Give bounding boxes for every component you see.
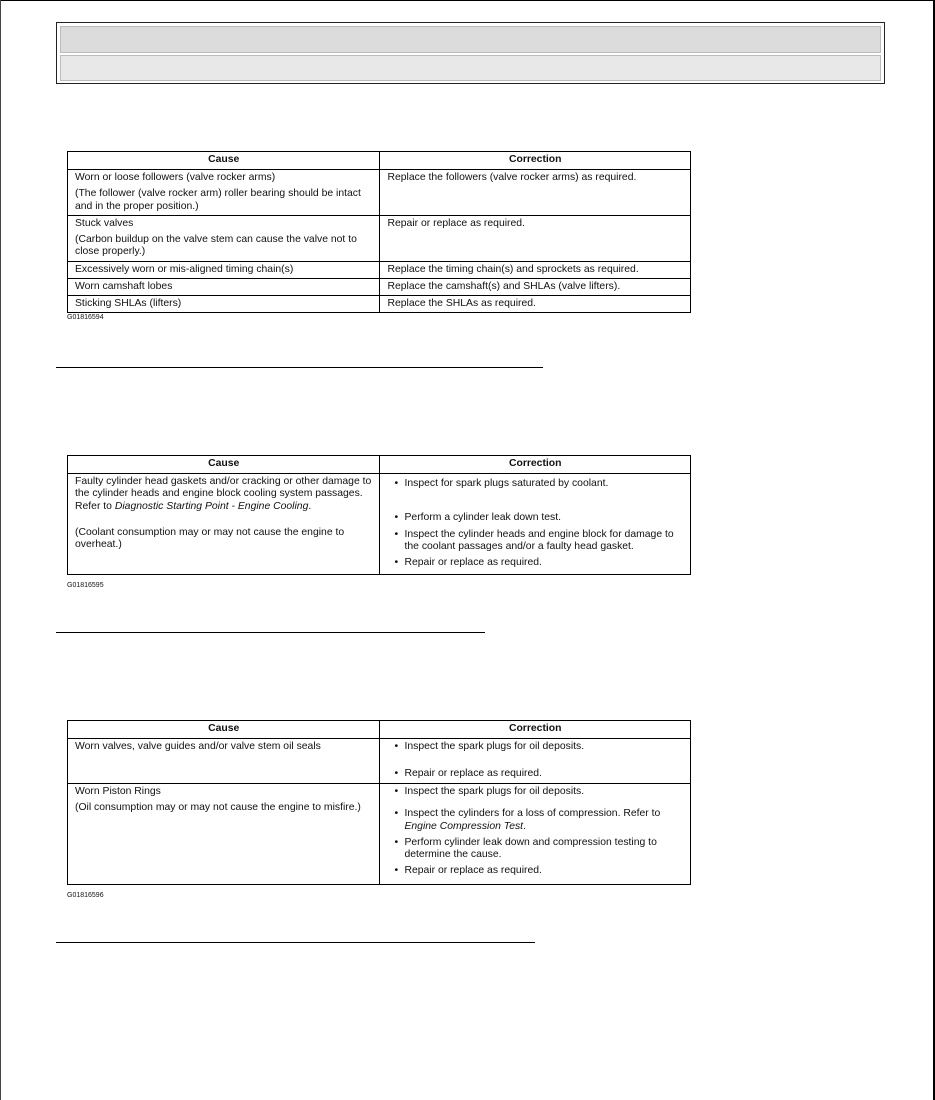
table-row [68,215,691,261]
cause-text: Worn or loose followers (valve rocker arms) [75,172,276,183]
cause-text: Faulty cylinder head gaskets and/or cracking or other damage to the cylinder heads and engine block cooling system passages. Refer to Diagnostic Starting Point - Engine Cooling. [75,476,372,512]
diagnostic-table-noise [67,151,691,313]
cause-cell: Excessively worn or mis-aligned timing chain(s) [68,261,380,278]
cause-cell: Worn valves, valve guides and/or valve stem oil seals [68,739,380,784]
table-row [68,261,691,278]
page-header [56,22,885,84]
page-frame-top [0,0,933,1]
link-engine-compression-test[interactable]: Engine Compression Test [404,820,524,832]
correction-cell: Replace the timing chain(s) and sprockets as required. [380,261,691,278]
table-row [68,278,691,295]
correction-item: • Perform a cylinder leak down test. [387,512,686,524]
cause-cell: Sticking SHLAs (lifters) [68,296,380,313]
correction-item: • Inspect the cylinder heads and engine block for damage to the coolant passages and/or a faulty head gasket. [387,529,686,554]
diagnostic-table-oil [67,720,691,885]
correction-cell [380,474,691,575]
cause-cell [68,170,380,216]
correction-header: Correction [380,721,691,739]
correction-item: • Repair or replace as required. [387,557,686,569]
cause-header: Cause [68,721,380,739]
cause-note: (The follower (valve rocker arm) roller bearing should be intact and in the proper position.) [75,188,361,212]
cause-cell [68,215,380,261]
diagnostic-table-coolant [67,455,691,575]
correction-item: • Inspect the cylinders for a loss of compression. Refer to Engine Compression Test. [387,808,686,833]
correction-item: • Inspect the spark plugs for oil deposits. [387,741,686,753]
table-row [68,170,691,216]
link-diagnostic-starting-point[interactable]: Diagnostic Starting Point - Engine Cooling [114,500,309,512]
cause-cell: Worn camshaft lobes [68,278,380,295]
header-bar-title [60,26,881,53]
correction-cell [380,739,691,784]
table-row [68,474,691,575]
cause-header: Cause [68,456,380,474]
correction-cell: Repair or replace as required. [380,215,691,261]
section-divider [56,942,535,943]
correction-cell: Replace the camshaft(s) and SHLAs (valve lifters). [380,278,691,295]
correction-cell: Replace the followers (valve rocker arms) as required. [380,170,691,216]
cause-note: (Carbon buildup on the valve stem can cause the valve not to close properly.) [75,234,357,258]
correction-cell [380,784,691,885]
cause-note: (Coolant consumption may or may not cause the engine to overheat.) [75,526,345,551]
table-header-row [68,152,691,170]
correction-item: • Repair or replace as required. [387,865,686,877]
section-divider [56,632,485,633]
correction-header: Correction [380,456,691,474]
cause-note: (Oil consumption may or may not cause the engine to misfire.) [75,802,361,814]
table-row [68,784,691,885]
correction-item: • Repair or replace as required. [387,768,686,780]
correction-cell: Replace the SHLAs as required. [380,296,691,313]
table-header-row [68,721,691,739]
figure-id: G01816594 [67,314,104,321]
correction-header: Correction [380,152,691,170]
correction-item: • Perform cylinder leak down and compression testing to determine the cause. [387,837,686,862]
figure-id: G01816596 [67,892,104,899]
correction-item: • Inspect the spark plugs for oil deposits. [387,786,686,798]
correction-item: • Inspect for spark plugs saturated by coolant. [387,478,686,490]
table-row [68,296,691,313]
cause-text: Stuck valves [75,217,134,229]
page-frame-left [0,0,1,1100]
header-bar-subtitle [60,55,881,81]
cause-cell [68,784,380,885]
cause-text: Worn Piston Rings [75,786,161,797]
figure-id: G01816595 [67,582,104,589]
section-divider [56,367,543,368]
table-row [68,739,691,784]
cause-cell [68,474,380,575]
cause-header: Cause [68,152,380,170]
table-header-row [68,456,691,474]
